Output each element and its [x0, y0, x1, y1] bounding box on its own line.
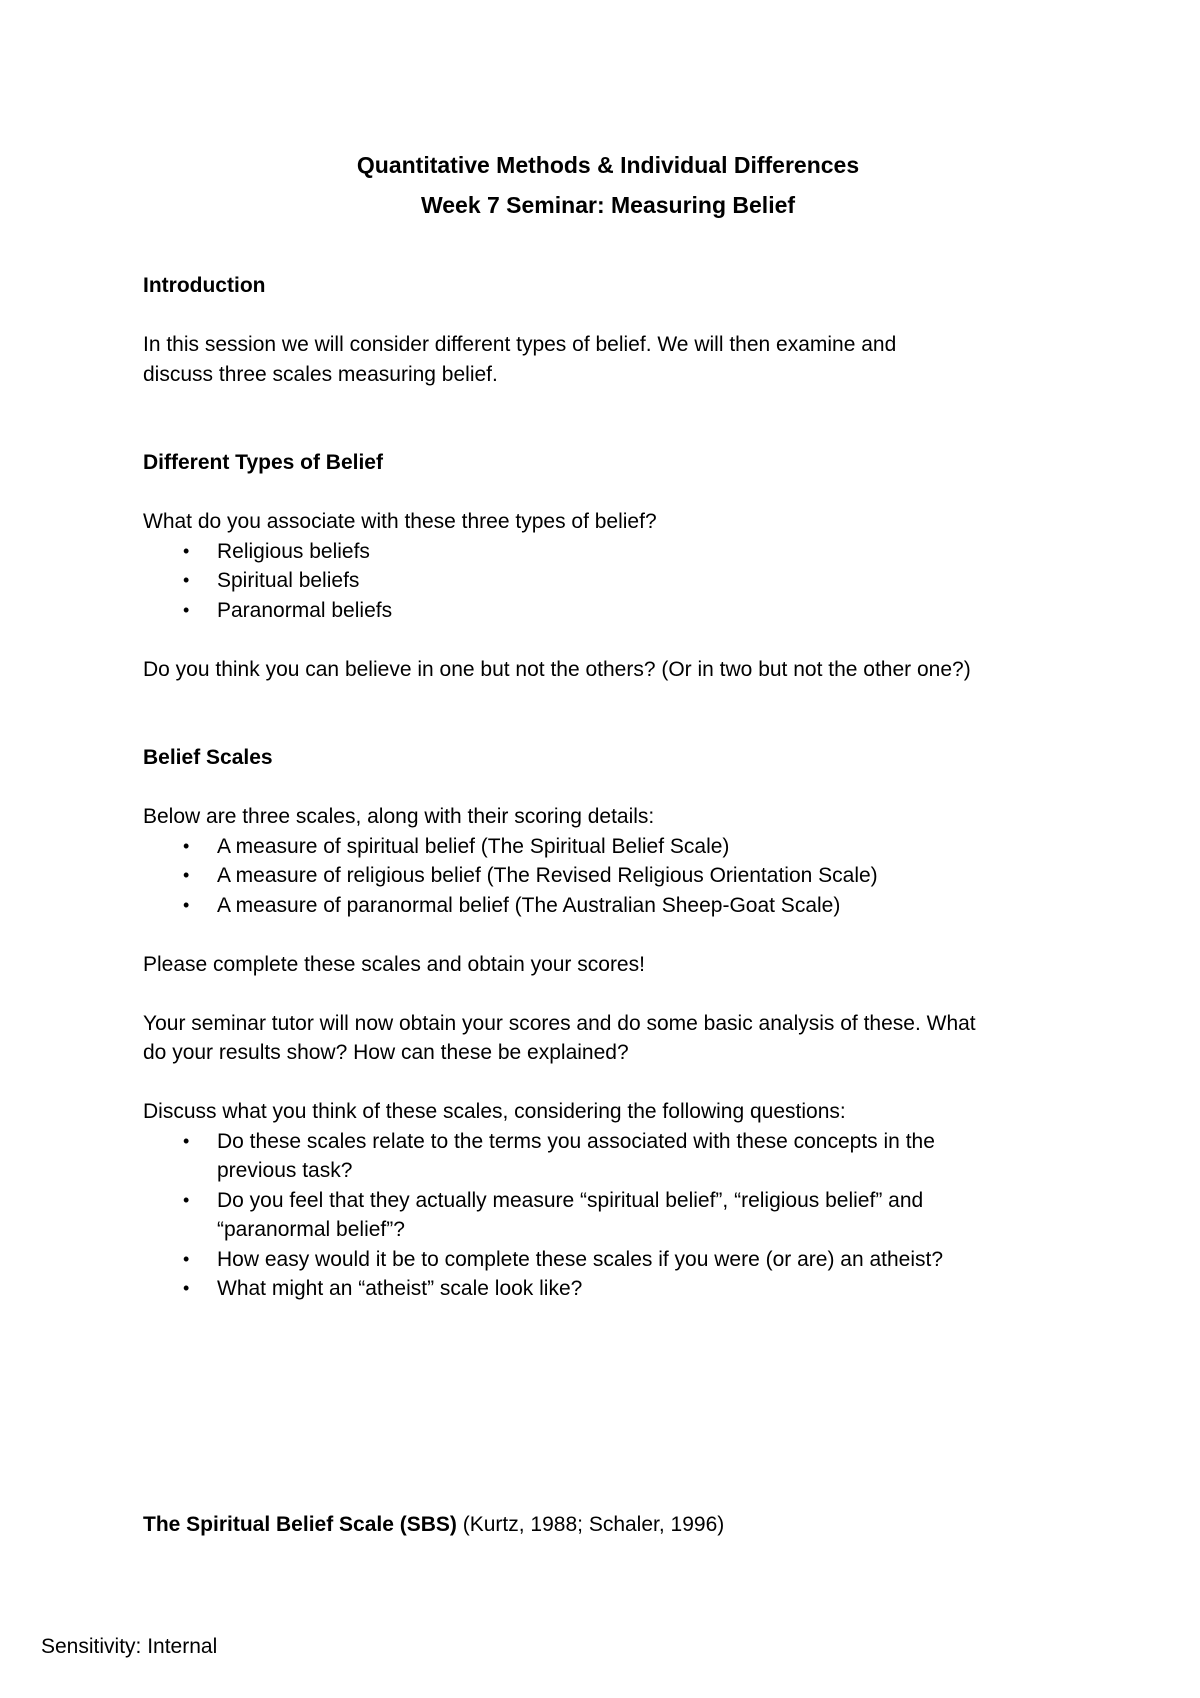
list-item [143, 566, 1073, 596]
sbs-heading-title: The Spiritual Belief Scale (SBS) [143, 1512, 457, 1536]
spacer [143, 979, 1073, 1009]
list-item [143, 1245, 1003, 1275]
bullet-icon: • [183, 570, 190, 590]
spacer [143, 625, 1073, 655]
bullet-icon: • [183, 540, 190, 561]
list-item [143, 1274, 1003, 1304]
types-of-belief-heading: Different Types of Belief [143, 451, 383, 474]
bullet-icon: • [183, 599, 190, 620]
belief-scales-tutor-text: Your seminar tutor will now obtain your scores and do some basic analysis of these. What do your results show? How can these be explained? [143, 1011, 976, 1064]
belief-scales-heading: Belief Scales [143, 746, 273, 769]
list-item-text: A measure of religious belief (The Revised Religious Orientation Scale) [217, 864, 878, 887]
types-of-belief-follow-up: Do you think you can believe in one but not the others? (Or in two but not the other one?) [143, 657, 971, 681]
spacer [143, 773, 1073, 803]
document-subtitle: Week 7 Seminar: Measuring Belief [420, 192, 796, 218]
spacer [143, 920, 1073, 950]
discussion-questions-list [143, 1127, 1003, 1304]
belief-types-list [143, 537, 1073, 626]
spacer [143, 684, 1073, 743]
spacer [143, 1304, 1073, 1510]
bullet-icon: • [183, 865, 190, 885]
belief-scales-discuss-intro: Discuss what you think of these scales, considering the following questions: [143, 1100, 846, 1123]
list-item-text: Paranormal beliefs [217, 598, 393, 622]
introduction-text: In this session we will consider different types of belief. We will then examine and discuss three scales measuring belief. [143, 333, 897, 386]
introduction-heading: Introduction [143, 274, 266, 297]
list-item-text: Do you feel that they actually measure “spiritual belief”, “religious belief” and “paranormal belief”? [217, 1188, 924, 1241]
belief-scales-instruction: Please complete these scales and obtain your scores! [143, 952, 645, 976]
belief-scales-intro: Below are three scales, along with their scoring details: [143, 805, 655, 828]
sensitivity-footer: Sensitivity: Internal [41, 1635, 218, 1658]
list-item-text: A measure of paranormal belief (The Australian Sheep-Goat Scale) [217, 893, 841, 917]
list-item [143, 891, 1073, 921]
bullet-icon: • [183, 1248, 190, 1269]
list-item-text: Do these scales relate to the terms you associated with these concepts in the previous task? [217, 1129, 935, 1182]
bullet-icon: • [183, 835, 190, 856]
list-item-text: How easy would it be to complete these scales if you were (or are) an atheist? [217, 1247, 944, 1271]
spacer [143, 478, 1073, 508]
list-item-text: Spiritual beliefs [217, 569, 360, 592]
list-item [143, 537, 1073, 567]
sbs-heading [143, 1510, 1073, 1540]
spacer [143, 389, 1073, 448]
types-of-belief-question: What do you associate with these three types of belief? [143, 510, 657, 533]
bullet-icon: • [183, 894, 190, 915]
title-block [143, 145, 1073, 225]
list-item-text: What might an “atheist” scale look like? [217, 1277, 583, 1300]
list-item-text: A measure of spiritual belief (The Spiritual Belief Scale) [217, 834, 730, 858]
document-title: Quantitative Methods & Individual Differences [356, 152, 860, 178]
document-content [143, 145, 1073, 1539]
spacer [143, 1068, 1073, 1098]
list-item [143, 596, 1073, 626]
sbs-heading-citation: (Kurtz, 1988; Schaler, 1996) [456, 1512, 725, 1536]
list-item [143, 1127, 1003, 1186]
bullet-icon: • [183, 1130, 190, 1151]
bullet-icon: • [183, 1278, 190, 1298]
belief-scales-list [143, 832, 1073, 921]
list-item-text: Religious beliefs [217, 539, 370, 563]
list-item [143, 832, 1073, 862]
bullet-icon: • [183, 1189, 190, 1210]
list-item [143, 1186, 1003, 1245]
list-item [143, 861, 1073, 891]
spacer [143, 225, 1073, 271]
spacer [143, 301, 1073, 331]
